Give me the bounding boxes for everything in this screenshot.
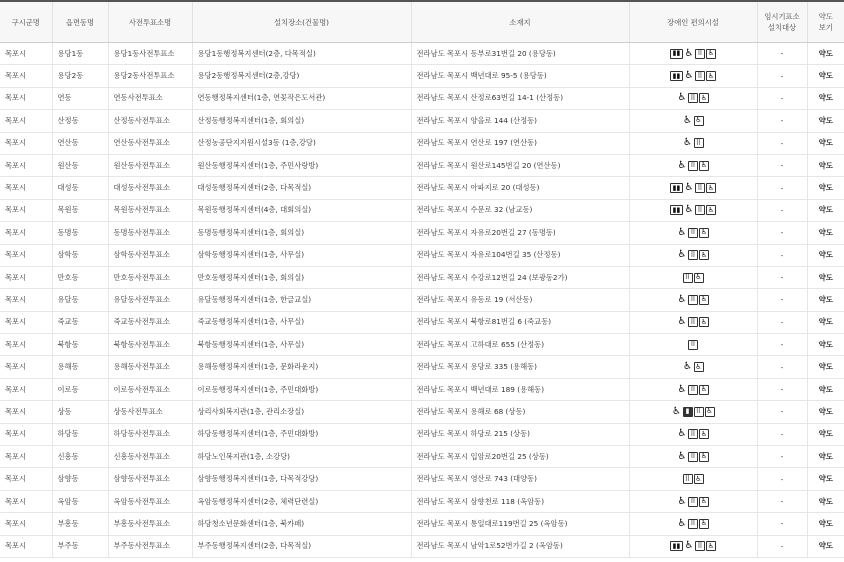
accessible-entrance-icon: ♿ [695,116,702,125]
cell-facilities [629,154,757,176]
cell-place: 부주동행정복지센터(2층, 다목적실) [192,535,411,557]
map-link[interactable]: 약도 [807,154,844,176]
cell-temp-booth: - [757,401,807,423]
accessible-entrance-icon: ♿ [700,385,708,394]
cell-address: 전라남도 목포시 연산로 197 (연산동) [411,132,629,154]
cell-place: 용당1동행정복지센터(2층, 다목적실) [192,43,411,65]
header-address: 소재지 [411,1,629,43]
cell-dong: 상동 [52,401,108,423]
map-link[interactable]: 약도 [807,132,844,154]
wheelchair-icon: ♿ [684,47,694,59]
braille-icon: ⠿ [683,273,693,283]
cell-sigungu: 목포시 [0,199,52,221]
cell-temp-booth: - [757,334,807,356]
cell-sigungu: 목포시 [0,378,52,400]
cell-facilities [629,401,757,423]
table-row [0,535,844,557]
map-link[interactable]: 약도 [807,222,844,244]
cell-place: 원산동행정복지센터(1층, 주민사랑방) [192,154,411,176]
cell-sigungu: 목포시 [0,177,52,199]
cell-facilities [629,132,757,154]
cell-address: 전라남도 목포시 통일대로119번길 25 (옥암동) [411,513,629,535]
cell-place: 이로동행정복지센터(1층, 주민대화방) [192,378,411,400]
table-row [0,43,844,65]
info-icon: ▮ [683,407,693,417]
cell-temp-booth: - [757,513,807,535]
braille-icon: ⠿ [695,183,705,193]
wheelchair-icon: ♿ [684,204,694,216]
cell-address: 전라남도 목포시 백년대로 95-5 (용당동) [411,65,629,87]
braille-icon: ⠿ [688,250,698,260]
braille-icon: ⠿ [688,429,698,439]
cell-dong: 용당1동 [52,43,108,65]
table-row [0,468,844,490]
cell-dong: 용해동 [52,356,108,378]
cell-sigungu: 목포시 [0,132,52,154]
table-row [0,446,844,468]
elevator-icon: ▮▮ [670,183,683,193]
map-link[interactable]: 약도 [807,87,844,109]
wheelchair-icon: ♿ [677,226,687,238]
cell-station: 목원동사전투표소 [108,199,192,221]
cell-temp-booth: - [757,132,807,154]
map-link[interactable]: 약도 [807,356,844,378]
table-row [0,87,844,109]
accessible-entrance-icon: ♿ [700,228,708,237]
cell-place: 삼학동행정복지센터(1층, 사무실) [192,244,411,266]
cell-temp-booth: - [757,356,807,378]
cell-place: 옥암동행정복지센터(2층, 체력단련실) [192,490,411,512]
wheelchair-icon: ♿ [684,182,694,194]
cell-sigungu: 목포시 [0,401,52,423]
cell-place: 연동행정복지센터(1층, 연꽃작은도서관) [192,87,411,109]
table-row [0,132,844,154]
cell-temp-booth: - [757,43,807,65]
cell-temp-booth: - [757,446,807,468]
table-row [0,244,844,266]
cell-dong: 신흥동 [52,446,108,468]
accessible-entrance-icon: ♿ [700,161,708,170]
cell-place: 용당2동행정복지센터(2층,강당) [192,65,411,87]
cell-sigungu: 목포시 [0,87,52,109]
map-link[interactable]: 약도 [807,289,844,311]
cell-sigungu: 목포시 [0,110,52,132]
braille-icon: ⠿ [688,228,698,238]
cell-dong: 연동 [52,87,108,109]
braille-icon: ⠿ [695,71,705,81]
wheelchair-icon: ♿ [684,540,694,552]
wheelchair-icon: ♿ [684,70,694,82]
cell-sigungu: 목포시 [0,513,52,535]
cell-facilities [629,535,757,557]
accessible-entrance-icon: ♿ [700,250,708,259]
cell-sigungu: 목포시 [0,65,52,87]
cell-temp-booth: - [757,311,807,333]
braille-icon: ⠿ [688,452,698,462]
cell-temp-booth: - [757,177,807,199]
header-map: 약도 보기 [807,1,844,43]
map-link[interactable]: 약도 [807,468,844,490]
wheelchair-icon: ♿ [683,361,692,373]
map-link[interactable]: 약도 [807,535,844,557]
cell-place: 상리사회복지관(1층, 관리소장실) [192,401,411,423]
cell-station: 원산동사전투표소 [108,154,192,176]
wheelchair-icon: ♿ [677,450,687,462]
table-row [0,222,844,244]
cell-station: 유달동사전투표소 [108,289,192,311]
cell-temp-booth: - [757,378,807,400]
cell-facilities [629,65,757,87]
cell-station: 하당동사전투표소 [108,423,192,445]
cell-sigungu: 목포시 [0,154,52,176]
cell-dong: 죽교동 [52,311,108,333]
table-row [0,401,844,423]
braille-icon: ⠿ [688,340,698,350]
cell-dong: 부흥동 [52,513,108,535]
cell-station: 북항동사전투표소 [108,334,192,356]
cell-dong: 목원동 [52,199,108,221]
cell-temp-booth: - [757,199,807,221]
cell-station: 연동사전투표소 [108,87,192,109]
wheelchair-icon: ♿ [677,159,687,171]
cell-station: 만호동사전투표소 [108,266,192,288]
cell-address: 전라남도 목포시 원산로145번길 20 (연산동) [411,154,629,176]
cell-temp-booth: - [757,535,807,557]
map-link[interactable]: 약도 [807,446,844,468]
cell-facilities [629,311,757,333]
accessible-entrance-icon: ♿ [695,362,702,371]
elevator-icon: ▮▮ [670,205,683,215]
cell-facilities [629,334,757,356]
braille-icon: ⠿ [695,541,705,551]
cell-address: 전라남도 목포시 백년대로 189 (용해동) [411,378,629,400]
cell-sigungu: 목포시 [0,289,52,311]
wheelchair-icon: ♿ [677,293,687,305]
cell-station: 삼학동사전투표소 [108,244,192,266]
cell-station: 상동사전투표소 [108,401,192,423]
cell-sigungu: 목포시 [0,468,52,490]
elevator-icon: ▮▮ [670,541,683,551]
cell-sigungu: 목포시 [0,446,52,468]
cell-temp-booth: - [757,423,807,445]
cell-facilities [629,110,757,132]
wheelchair-icon: ♿ [683,114,692,126]
cell-place: 목원동행정복지센터(4층, 대회의실) [192,199,411,221]
cell-temp-booth: - [757,244,807,266]
map-link[interactable]: 약도 [807,177,844,199]
braille-icon: ⠿ [694,138,704,148]
cell-dong: 만호동 [52,266,108,288]
header-facilities: 장애인 편의시설 [629,1,757,43]
cell-temp-booth: - [757,154,807,176]
braille-icon: ⠿ [688,295,698,305]
cell-station: 연산동사전투표소 [108,132,192,154]
cell-dong: 용당2동 [52,65,108,87]
map-link[interactable]: 약도 [807,513,844,535]
table-row [0,490,844,512]
cell-facilities [629,378,757,400]
accessible-entrance-icon: ♿ [707,541,715,550]
cell-station: 죽교동사전투표소 [108,311,192,333]
wheelchair-icon: ♿ [677,316,687,328]
cell-sigungu: 목포시 [0,43,52,65]
cell-facilities [629,87,757,109]
table-row [0,289,844,311]
cell-sigungu: 목포시 [0,311,52,333]
cell-dong: 삼향동 [52,468,108,490]
cell-place: 만호동행정복지센터(1층, 회의실) [192,266,411,288]
map-link[interactable]: 약도 [807,199,844,221]
map-link[interactable]: 약도 [807,334,844,356]
braille-icon: ⠿ [694,407,704,417]
cell-facilities [629,289,757,311]
cell-station: 용당2동사전투표소 [108,65,192,87]
cell-station: 산정동사전투표소 [108,110,192,132]
cell-place: 산정농공단지지원시설3동 (1층,강당) [192,132,411,154]
table-row [0,266,844,288]
table-row [0,334,844,356]
map-link[interactable]: 약도 [807,311,844,333]
table-row [0,65,844,87]
cell-facilities [629,177,757,199]
cell-dong: 유달동 [52,289,108,311]
table-row [0,110,844,132]
cell-address: 전라남도 목포시 양을로 144 (산정동) [411,110,629,132]
cell-dong: 부주동 [52,535,108,557]
cell-temp-booth: - [757,468,807,490]
cell-temp-booth: - [757,87,807,109]
cell-station: 부주동사전투표소 [108,535,192,557]
cell-dong: 삼학동 [52,244,108,266]
cell-address: 전라남도 목포시 입암로20번길 25 (상동) [411,446,629,468]
table-row [0,513,844,535]
table-row [0,423,844,445]
cell-dong: 원산동 [52,154,108,176]
cell-place: 용해동행정복지센터(1층, 문화라운지) [192,356,411,378]
cell-place: 삼향동행정복지센터(1층, 다목적강당) [192,468,411,490]
cell-address: 전라남도 목포시 남악1로52번가길 2 (옥암동) [411,535,629,557]
cell-temp-booth: - [757,289,807,311]
accessible-entrance-icon: ♿ [700,429,708,438]
cell-address: 전라남도 목포시 동부로31번길 20 (용당동) [411,43,629,65]
cell-station: 옥암동사전투표소 [108,490,192,512]
accessible-entrance-icon: ♿ [700,497,708,505]
table-row [0,356,844,378]
cell-address: 전라남도 목포시 수강로12번길 24 (보광동2가) [411,266,629,288]
table-row [0,199,844,221]
header-place: 설치장소(건물명) [192,1,411,43]
map-link[interactable]: 약도 [807,266,844,288]
cell-temp-booth: - [757,222,807,244]
cell-address: 전라남도 목포시 자유로104번길 35 (산정동) [411,244,629,266]
wheelchair-icon: ♿ [672,405,681,417]
cell-address: 전라남도 목포시 유동로 19 (서산동) [411,289,629,311]
header-station: 사전투표소명 [108,1,192,43]
map-link[interactable]: 약도 [807,65,844,87]
wheelchair-icon: ♿ [677,92,687,104]
cell-facilities [629,244,757,266]
map-link[interactable]: 약도 [807,401,844,423]
cell-place: 하당동행정복지센터(1층, 주민대화방) [192,423,411,445]
cell-facilities [629,446,757,468]
cell-facilities [629,468,757,490]
table-row [0,177,844,199]
cell-dong: 이로동 [52,378,108,400]
cell-sigungu: 목포시 [0,423,52,445]
accessible-entrance-icon: ♿ [707,71,715,80]
cell-dong: 옥암동 [52,490,108,512]
cell-station: 이로동사전투표소 [108,378,192,400]
cell-station: 동명동사전투표소 [108,222,192,244]
elevator-icon: ▮▮ [670,49,683,59]
cell-address: 전라남도 목포시 용당로 335 (용해동) [411,356,629,378]
braille-icon: ⠿ [695,49,705,59]
map-link[interactable]: 약도 [807,378,844,400]
cell-dong: 산정동 [52,110,108,132]
cell-dong: 북항동 [52,334,108,356]
cell-station: 용해동사전투표소 [108,356,192,378]
accessible-entrance-icon: ♿ [707,205,715,214]
cell-address: 전라남도 목포시 영산로 743 (대양동) [411,468,629,490]
map-link[interactable]: 약도 [807,490,844,512]
cell-sigungu: 목포시 [0,222,52,244]
wheelchair-icon: ♿ [677,428,687,440]
cell-place: 죽교동행정복지센터(1층, 사무실) [192,311,411,333]
cell-facilities [629,43,757,65]
header-dong: 읍면동명 [52,1,108,43]
wheelchair-icon: ♿ [677,249,687,261]
cell-sigungu: 목포시 [0,334,52,356]
braille-icon: ⠿ [688,385,698,395]
accessible-entrance-icon: ♿ [700,93,708,102]
cell-temp-booth: - [757,65,807,87]
cell-address: 전라남도 목포시 산정로63번길 14-1 (산정동) [411,87,629,109]
cell-station: 대성동사전투표소 [108,177,192,199]
map-link[interactable]: 약도 [807,43,844,65]
cell-sigungu: 목포시 [0,490,52,512]
braille-icon: ⠿ [688,161,698,171]
map-link[interactable]: 약도 [807,423,844,445]
wheelchair-icon: ♿ [683,137,692,149]
cell-temp-booth: - [757,266,807,288]
accessible-entrance-icon: ♿ [695,474,702,483]
cell-sigungu: 목포시 [0,266,52,288]
braille-icon: ⠿ [688,519,698,529]
cell-facilities [629,356,757,378]
cell-place: 유달동행정복지센터(1층, 한글교실) [192,289,411,311]
table-header-row [0,1,844,43]
table-row [0,378,844,400]
table-row [0,311,844,333]
cell-sigungu: 목포시 [0,244,52,266]
cell-facilities [629,266,757,288]
cell-address: 전라남도 목포시 용해로 68 (상동) [411,401,629,423]
cell-facilities [629,222,757,244]
braille-icon: ⠿ [688,497,698,507]
braille-icon: ⠿ [683,474,693,484]
cell-place: 동명동행정복지센터(1층, 회의실) [192,222,411,244]
cell-address: 전라남도 목포시 고하대로 655 (산정동) [411,334,629,356]
elevator-icon: ▮▮ [670,71,683,81]
braille-icon: ⠿ [695,205,705,215]
accessible-entrance-icon: ♿ [700,317,708,326]
cell-place: 산정동행정복지센터(1층, 회의실) [192,110,411,132]
cell-temp-booth: - [757,490,807,512]
accessible-entrance-icon: ♿ [707,49,715,58]
cell-dong: 동명동 [52,222,108,244]
braille-icon: ⠿ [688,93,698,103]
accessible-entrance-icon: ♿ [695,273,702,282]
table-row [0,154,844,176]
accessible-entrance-icon: ♿ [700,519,708,528]
cell-facilities [629,423,757,445]
cell-sigungu: 목포시 [0,535,52,557]
map-link[interactable]: 약도 [807,244,844,266]
cell-place: 하당청소년문화센터(1층, 북카페) [192,513,411,535]
cell-address: 전라남도 목포시 하당로 215 (상동) [411,423,629,445]
header-temp-booth: 임시기표소 설치대상 [757,1,807,43]
cell-address: 전라남도 목포시 자유로20번길 27 (동명동) [411,222,629,244]
cell-place: 대성동행정복지센터(2층, 다목적실) [192,177,411,199]
cell-address: 전라남도 목포시 북항로81번길 6 (죽교동) [411,311,629,333]
cell-place: 하당노인복지관(1층, 소강당) [192,446,411,468]
braille-icon: ⠿ [688,317,698,327]
cell-station: 삼향동사전투표소 [108,468,192,490]
cell-facilities [629,490,757,512]
cell-facilities [629,513,757,535]
wheelchair-icon: ♿ [677,517,687,529]
cell-station: 용당1동사전투표소 [108,43,192,65]
header-sigungu: 구시군명 [0,1,52,43]
cell-dong: 하당동 [52,423,108,445]
cell-facilities [629,199,757,221]
cell-address: 전라남도 목포시 삼향천로 118 (옥암동) [411,490,629,512]
cell-address: 전라남도 목포시 수문로 32 (남교동) [411,199,629,221]
accessible-entrance-icon: ♿ [706,407,713,416]
accessible-entrance-icon: ♿ [707,183,715,192]
cell-address: 전라남도 목포시 아파지로 20 (대성동) [411,177,629,199]
cell-temp-booth: - [757,110,807,132]
cell-station: 부흥동사전투표소 [108,513,192,535]
accessible-entrance-icon: ♿ [700,295,708,304]
cell-place: 북항동행정복지센터(1층, 사무실) [192,334,411,356]
accessible-entrance-icon: ♿ [700,452,708,461]
cell-dong: 대성동 [52,177,108,199]
cell-sigungu: 목포시 [0,356,52,378]
cell-dong: 연산동 [52,132,108,154]
wheelchair-icon: ♿ [677,383,687,395]
cell-station: 신흥동사전투표소 [108,446,192,468]
map-link[interactable]: 약도 [807,110,844,132]
wheelchair-icon: ♿ [677,495,687,507]
